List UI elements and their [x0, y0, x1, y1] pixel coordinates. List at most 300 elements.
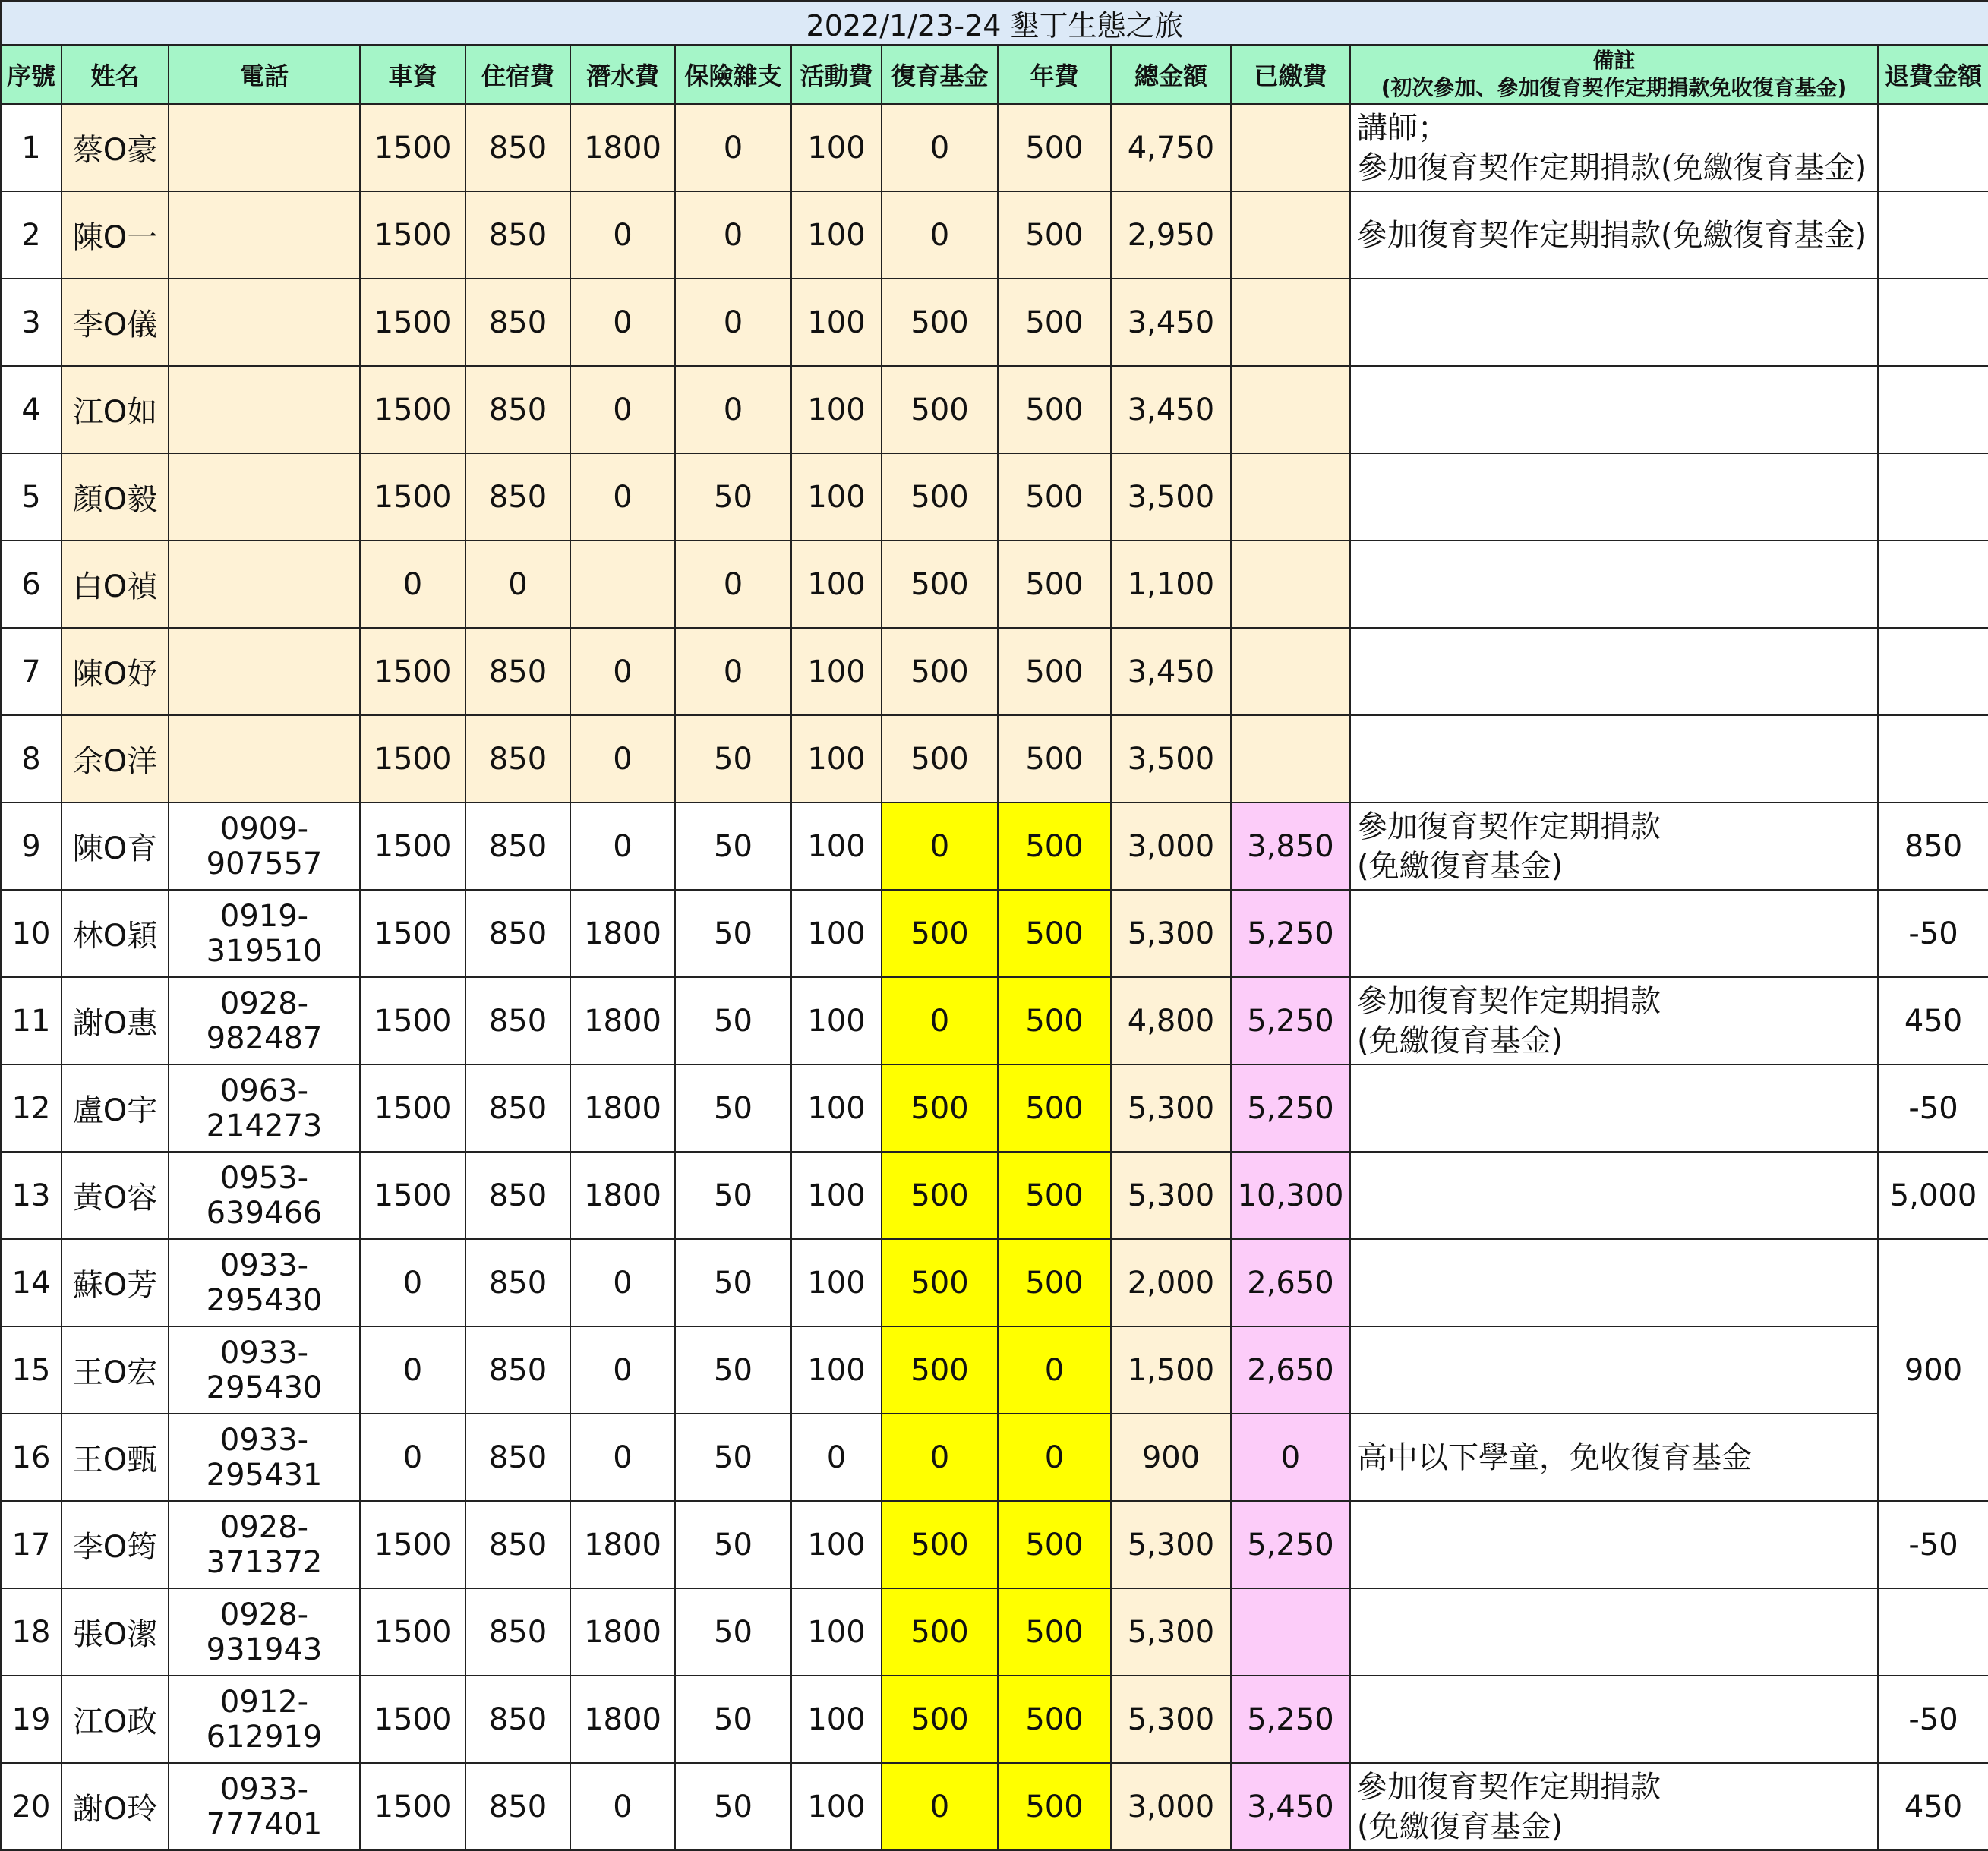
cell-annual: 500	[998, 1239, 1111, 1326]
cell-refund: 850	[1878, 803, 1988, 890]
cell-name: 謝O玲	[62, 1763, 169, 1850]
cell-name: 王O甄	[62, 1414, 169, 1501]
cell-activity: 100	[791, 628, 882, 715]
cell-bus: 1500	[360, 279, 465, 366]
cell-lodging: 850	[465, 1239, 570, 1326]
cell-insurance: 0	[675, 191, 791, 279]
cell-refund: 900	[1878, 1239, 1988, 1501]
cell-bus: 1500	[360, 715, 465, 803]
cell-annual: 500	[998, 977, 1111, 1064]
cell-refund: -50	[1878, 1501, 1988, 1588]
cell-phone	[169, 715, 360, 803]
cell-refund	[1878, 628, 1988, 715]
cell-name: 余O洋	[62, 715, 169, 803]
cell-total: 2,000	[1111, 1239, 1231, 1326]
cell-annual: 500	[998, 1588, 1111, 1676]
cell-fund: 0	[882, 191, 998, 279]
cell-seq: 12	[1, 1064, 62, 1152]
cell-name: 江O政	[62, 1676, 169, 1763]
cell-paid: 2,650	[1231, 1326, 1350, 1414]
cell-bus: 1500	[360, 803, 465, 890]
cell-seq: 11	[1, 977, 62, 1064]
cell-remark	[1350, 715, 1878, 803]
header-remark-line2: (初次參加、參加復育契作定期捐款免收復育基金)	[1381, 75, 1848, 100]
cell-total: 3,000	[1111, 1763, 1231, 1850]
cell-refund: -50	[1878, 890, 1988, 977]
cell-fund: 500	[882, 1239, 998, 1326]
cell-lodging: 850	[465, 1676, 570, 1763]
table-row	[1, 1152, 1988, 1239]
cell-bus: 1500	[360, 104, 465, 191]
cell-activity: 0	[791, 1414, 882, 1501]
cell-paid: 5,250	[1231, 977, 1350, 1064]
cell-total: 4,750	[1111, 104, 1231, 191]
cell-activity: 100	[791, 279, 882, 366]
cell-total: 5,300	[1111, 1501, 1231, 1588]
remark-line1: 講師；	[1357, 110, 1448, 146]
cell-annual: 500	[998, 1152, 1111, 1239]
cell-insurance: 0	[675, 541, 791, 628]
cell-fund: 0	[882, 803, 998, 890]
cell-insurance: 50	[675, 1326, 791, 1414]
cell-remark	[1350, 1152, 1878, 1239]
cell-phone	[169, 191, 360, 279]
cell-lodging: 850	[465, 803, 570, 890]
cell-seq: 20	[1, 1763, 62, 1850]
cell-lodging: 850	[465, 628, 570, 715]
cell-diving: 1800	[570, 1152, 675, 1239]
cell-annual: 500	[998, 453, 1111, 541]
cell-paid: 10,300	[1231, 1152, 1350, 1239]
cell-phone	[169, 279, 360, 366]
cell-annual: 500	[998, 279, 1111, 366]
cell-seq: 10	[1, 890, 62, 977]
cell-total: 1,500	[1111, 1326, 1231, 1414]
cell-name: 陳O一	[62, 191, 169, 279]
cell-insurance: 50	[675, 1676, 791, 1763]
remark-line1: 參加復育契作定期捐款	[1357, 809, 1661, 844]
remark-line1: 高中以下學童，免收復育基金	[1357, 1439, 1752, 1475]
cell-paid: 5,250	[1231, 1676, 1350, 1763]
cell-seq: 18	[1, 1588, 62, 1676]
cell-annual: 500	[998, 191, 1111, 279]
cell-remark	[1350, 1326, 1878, 1414]
cell-diving: 0	[570, 715, 675, 803]
cell-fund: 500	[882, 1588, 998, 1676]
cell-lodging: 850	[465, 715, 570, 803]
cell-name: 白O禎	[62, 541, 169, 628]
cell-annual: 500	[998, 1064, 1111, 1152]
cell-paid	[1231, 104, 1350, 191]
cell-diving: 0	[570, 1239, 675, 1326]
cell-refund: 5,000	[1878, 1152, 1988, 1239]
cell-remark	[1350, 628, 1878, 715]
header-fund: 復育基金	[882, 45, 998, 104]
cell-annual: 500	[998, 890, 1111, 977]
cell-activity: 100	[791, 715, 882, 803]
cell-seq: 5	[1, 453, 62, 541]
table-row	[1, 890, 1988, 977]
remark-line1: 參加復育契作定期捐款(免繳復育基金)	[1357, 217, 1867, 253]
cell-insurance: 0	[675, 279, 791, 366]
cell-bus: 1500	[360, 977, 465, 1064]
cell-lodging: 850	[465, 1326, 570, 1414]
cell-name: 陳O育	[62, 803, 169, 890]
cell-activity: 100	[791, 366, 882, 453]
cell-total: 4,800	[1111, 977, 1231, 1064]
cell-activity: 100	[791, 191, 882, 279]
cell-remark	[1350, 1588, 1878, 1676]
cell-fund: 0	[882, 977, 998, 1064]
cell-lodging: 850	[465, 977, 570, 1064]
cell-name: 張O潔	[62, 1588, 169, 1676]
cell-lodging: 0	[465, 541, 570, 628]
table-row	[1, 453, 1988, 541]
cell-bus: 1500	[360, 366, 465, 453]
cell-fund: 500	[882, 715, 998, 803]
cell-annual: 500	[998, 1676, 1111, 1763]
cell-name: 李O筠	[62, 1501, 169, 1588]
cell-activity: 100	[791, 1239, 882, 1326]
cell-refund	[1878, 279, 1988, 366]
cell-name: 盧O宇	[62, 1064, 169, 1152]
cell-insurance: 50	[675, 1763, 791, 1850]
table-row	[1, 1326, 1988, 1414]
cell-phone: 0963-214273	[169, 1064, 360, 1152]
cell-name: 林O穎	[62, 890, 169, 977]
table-row	[1, 1763, 1988, 1850]
header-annual: 年費	[998, 45, 1111, 104]
cell-paid: 3,850	[1231, 803, 1350, 890]
cell-remark	[1350, 453, 1878, 541]
table-row	[1, 104, 1988, 191]
cell-fund: 0	[882, 104, 998, 191]
cell-diving: 0	[570, 453, 675, 541]
cell-phone: 0919-319510	[169, 890, 360, 977]
cell-bus: 0	[360, 1326, 465, 1414]
cell-lodging: 850	[465, 1064, 570, 1152]
cell-activity: 100	[791, 1588, 882, 1676]
cell-name: 王O宏	[62, 1326, 169, 1414]
cell-refund	[1878, 191, 1988, 279]
cell-remark	[1350, 1239, 1878, 1326]
cell-phone: 0953-639466	[169, 1152, 360, 1239]
cell-fund: 500	[882, 366, 998, 453]
cell-total: 3,000	[1111, 803, 1231, 890]
cell-phone: 0933-295430	[169, 1326, 360, 1414]
table-row	[1, 977, 1988, 1064]
cell-total: 5,300	[1111, 890, 1231, 977]
cell-remark	[1350, 1501, 1878, 1588]
cell-phone	[169, 628, 360, 715]
cell-paid: 3,450	[1231, 1763, 1350, 1850]
cell-lodging: 850	[465, 366, 570, 453]
cell-seq: 6	[1, 541, 62, 628]
header-bus: 車資	[360, 45, 465, 104]
cell-annual: 500	[998, 803, 1111, 890]
cell-remark	[1350, 279, 1878, 366]
cell-bus: 1500	[360, 1152, 465, 1239]
cell-refund: -50	[1878, 1676, 1988, 1763]
cell-lodging: 850	[465, 279, 570, 366]
table-row	[1, 715, 1988, 803]
cell-total: 3,450	[1111, 279, 1231, 366]
cell-phone: 0928-931943	[169, 1588, 360, 1676]
cell-activity: 100	[791, 1676, 882, 1763]
cell-activity: 100	[791, 890, 882, 977]
cell-diving: 0	[570, 1763, 675, 1850]
header-remark	[1350, 45, 1878, 104]
cell-seq: 14	[1, 1239, 62, 1326]
cell-fund: 500	[882, 1064, 998, 1152]
cell-annual: 0	[998, 1326, 1111, 1414]
cell-name: 蔡O豪	[62, 104, 169, 191]
cell-diving	[570, 541, 675, 628]
table-row	[1, 1501, 1988, 1588]
cell-phone: 0928-371372	[169, 1501, 360, 1588]
table-title: 2022/1/23-24 墾丁生態之旅	[1, 1, 1988, 45]
cell-insurance: 50	[675, 1239, 791, 1326]
cell-bus: 1500	[360, 628, 465, 715]
cell-fund: 500	[882, 453, 998, 541]
remark-line2: 參加復育契作定期捐款(免繳復育基金)	[1357, 150, 1867, 185]
cell-annual: 500	[998, 541, 1111, 628]
cell-remark	[1350, 1064, 1878, 1152]
cell-diving: 1800	[570, 1501, 675, 1588]
cell-diving: 1800	[570, 1676, 675, 1763]
cell-refund: -50	[1878, 1064, 1988, 1152]
cell-refund	[1878, 1588, 1988, 1676]
cell-phone	[169, 453, 360, 541]
cell-activity: 100	[791, 1763, 882, 1850]
cell-seq: 4	[1, 366, 62, 453]
cell-bus: 1500	[360, 1064, 465, 1152]
cell-paid	[1231, 1588, 1350, 1676]
cell-phone	[169, 366, 360, 453]
cell-refund: 450	[1878, 977, 1988, 1064]
cell-remark	[1350, 977, 1878, 1064]
cell-refund: 450	[1878, 1763, 1988, 1850]
cell-seq: 15	[1, 1326, 62, 1414]
cell-bus: 1500	[360, 453, 465, 541]
table-row	[1, 541, 1988, 628]
cell-phone: 0909-907557	[169, 803, 360, 890]
cell-phone	[169, 541, 360, 628]
cell-diving: 0	[570, 803, 675, 890]
cell-name: 蘇O芳	[62, 1239, 169, 1326]
cell-seq: 16	[1, 1414, 62, 1501]
cell-bus: 1500	[360, 1763, 465, 1850]
header-phone: 電話	[169, 45, 360, 104]
table-row	[1, 1676, 1988, 1763]
table-row	[1, 628, 1988, 715]
cell-paid	[1231, 191, 1350, 279]
cell-paid	[1231, 366, 1350, 453]
cell-bus: 1500	[360, 1676, 465, 1763]
cell-bus: 1500	[360, 1501, 465, 1588]
cell-fund: 500	[882, 279, 998, 366]
cell-total: 2,950	[1111, 191, 1231, 279]
cell-diving: 0	[570, 628, 675, 715]
cell-remark	[1350, 1414, 1878, 1501]
cell-seq: 17	[1, 1501, 62, 1588]
cell-seq: 1	[1, 104, 62, 191]
cell-insurance: 50	[675, 1414, 791, 1501]
cell-seq: 3	[1, 279, 62, 366]
cell-refund	[1878, 541, 1988, 628]
cell-total: 5,300	[1111, 1676, 1231, 1763]
cell-insurance: 50	[675, 977, 791, 1064]
cell-phone: 0928-982487	[169, 977, 360, 1064]
cell-diving: 0	[570, 1326, 675, 1414]
cell-phone: 0912-612919	[169, 1676, 360, 1763]
cell-activity: 100	[791, 453, 882, 541]
table-row	[1, 366, 1988, 453]
cell-insurance: 50	[675, 453, 791, 541]
cell-remark	[1350, 104, 1878, 191]
header-lodging: 住宿費	[465, 45, 570, 104]
cell-lodging: 850	[465, 191, 570, 279]
header-paid: 已繳費	[1231, 45, 1350, 104]
cell-annual: 500	[998, 628, 1111, 715]
cell-lodging: 850	[465, 1588, 570, 1676]
cell-lodging: 850	[465, 890, 570, 977]
cell-total: 3,450	[1111, 628, 1231, 715]
cell-activity: 100	[791, 1152, 882, 1239]
cell-seq: 13	[1, 1152, 62, 1239]
cell-lodging: 850	[465, 1763, 570, 1850]
cell-diving: 0	[570, 366, 675, 453]
cell-refund	[1878, 104, 1988, 191]
cell-bus: 0	[360, 1414, 465, 1501]
cell-seq: 7	[1, 628, 62, 715]
cell-total: 5,300	[1111, 1152, 1231, 1239]
remark-line2: (免繳復育基金)	[1357, 848, 1564, 884]
cell-activity: 100	[791, 541, 882, 628]
header-insurance: 保險雜支	[675, 45, 791, 104]
cell-insurance: 50	[675, 1064, 791, 1152]
cell-insurance: 0	[675, 628, 791, 715]
cell-paid: 0	[1231, 1414, 1350, 1501]
cell-seq: 8	[1, 715, 62, 803]
cell-name: 陳O妤	[62, 628, 169, 715]
cell-paid: 5,250	[1231, 890, 1350, 977]
cell-insurance: 50	[675, 803, 791, 890]
table-row	[1, 1064, 1988, 1152]
cell-activity: 100	[791, 803, 882, 890]
cell-phone: 0933-295430	[169, 1239, 360, 1326]
cell-fund: 500	[882, 1152, 998, 1239]
cell-total: 5,300	[1111, 1064, 1231, 1152]
cell-remark	[1350, 541, 1878, 628]
cell-paid	[1231, 541, 1350, 628]
remark-line2: (免繳復育基金)	[1357, 1023, 1564, 1058]
cell-lodging: 850	[465, 1152, 570, 1239]
cell-paid: 2,650	[1231, 1239, 1350, 1326]
cell-total: 5,300	[1111, 1588, 1231, 1676]
cell-paid	[1231, 715, 1350, 803]
cell-annual: 500	[998, 366, 1111, 453]
cell-total: 900	[1111, 1414, 1231, 1501]
table-row	[1, 279, 1988, 366]
header-remark-line1: 備註	[1592, 48, 1636, 73]
cell-lodging: 850	[465, 1501, 570, 1588]
cell-seq: 9	[1, 803, 62, 890]
cell-annual: 500	[998, 715, 1111, 803]
cell-annual: 500	[998, 104, 1111, 191]
cell-bus: 1500	[360, 890, 465, 977]
cell-fund: 500	[882, 1501, 998, 1588]
cell-remark	[1350, 1763, 1878, 1850]
cell-diving: 1800	[570, 890, 675, 977]
cell-total: 3,500	[1111, 453, 1231, 541]
cell-lodging: 850	[465, 1414, 570, 1501]
header-name: 姓名	[62, 45, 169, 104]
cell-paid: 5,250	[1231, 1501, 1350, 1588]
cell-fund: 500	[882, 541, 998, 628]
cell-phone: 0933-777401	[169, 1763, 360, 1850]
remark-line1: 參加復育契作定期捐款	[1357, 1769, 1661, 1805]
cell-seq: 19	[1, 1676, 62, 1763]
cell-total: 3,500	[1111, 715, 1231, 803]
cell-phone	[169, 104, 360, 191]
cell-phone: 0933-295431	[169, 1414, 360, 1501]
cell-refund	[1878, 453, 1988, 541]
header-seq: 序號	[1, 45, 62, 104]
cell-insurance: 50	[675, 1501, 791, 1588]
cell-seq: 2	[1, 191, 62, 279]
cell-paid	[1231, 453, 1350, 541]
cell-paid	[1231, 279, 1350, 366]
cell-remark	[1350, 191, 1878, 279]
cell-diving: 1800	[570, 977, 675, 1064]
cell-paid: 5,250	[1231, 1064, 1350, 1152]
cell-lodging: 850	[465, 453, 570, 541]
cell-fund: 0	[882, 1414, 998, 1501]
cell-diving: 1800	[570, 1588, 675, 1676]
cell-fund: 500	[882, 890, 998, 977]
cell-fund: 500	[882, 1676, 998, 1763]
header-total: 總金額	[1111, 45, 1231, 104]
cell-name: 江O如	[62, 366, 169, 453]
cell-annual: 500	[998, 1501, 1111, 1588]
table-row	[1, 191, 1988, 279]
cell-diving: 1800	[570, 1064, 675, 1152]
cell-remark	[1350, 1676, 1878, 1763]
cell-fund: 0	[882, 1763, 998, 1850]
header-refund: 退費金額	[1878, 45, 1988, 104]
cell-activity: 100	[791, 1064, 882, 1152]
cell-fund: 500	[882, 1326, 998, 1414]
cell-insurance: 50	[675, 1588, 791, 1676]
cell-refund	[1878, 366, 1988, 453]
table-row	[1, 1414, 1988, 1501]
cell-diving: 0	[570, 191, 675, 279]
cell-bus: 0	[360, 1239, 465, 1326]
remark-line2: (免繳復育基金)	[1357, 1808, 1564, 1844]
cell-annual: 500	[998, 1763, 1111, 1850]
cell-activity: 100	[791, 104, 882, 191]
cell-name: 謝O惠	[62, 977, 169, 1064]
cell-name: 顏O毅	[62, 453, 169, 541]
table-row	[1, 1239, 1988, 1326]
cell-activity: 100	[791, 1326, 882, 1414]
table-row	[1, 1588, 1988, 1676]
cell-bus: 0	[360, 541, 465, 628]
cell-remark	[1350, 366, 1878, 453]
cell-paid	[1231, 628, 1350, 715]
cell-activity: 100	[791, 1501, 882, 1588]
